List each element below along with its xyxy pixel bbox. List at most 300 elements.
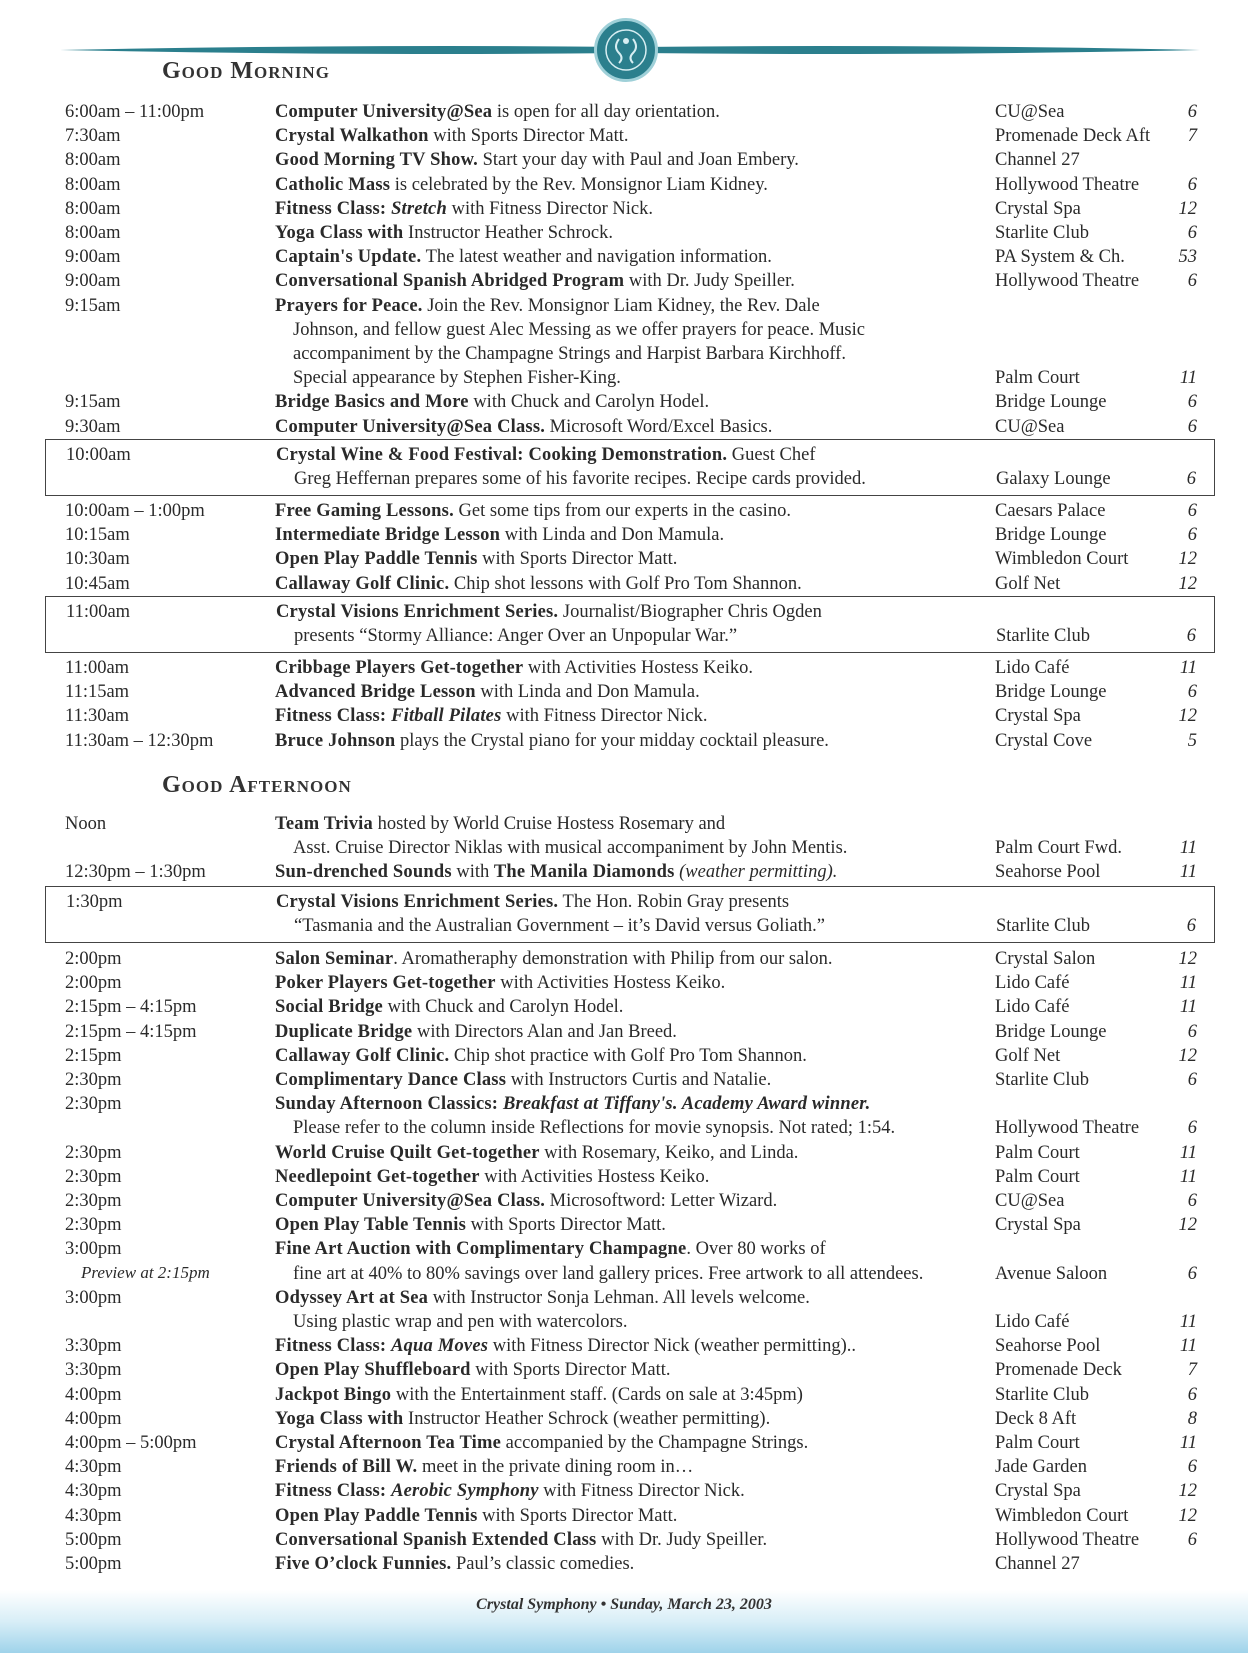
event-location: Palm Court Fwd. <box>995 838 1122 859</box>
event-details-continued: accompaniment by the Champagne Strings and Harpist Barbara Kirchhoff. <box>293 344 846 365</box>
event-description <box>275 1479 975 1503</box>
event-time: 10:30am <box>65 549 130 570</box>
event-title: Crystal Walkathon <box>275 126 429 147</box>
schedule-row <box>45 499 1215 523</box>
event-location: Caesars Palace <box>995 501 1106 521</box>
event-location: Hollywood Theatre <box>995 1529 1140 1550</box>
event-location: Promenade Deck Aft <box>995 126 1151 147</box>
event-time: 9:00am <box>65 247 121 268</box>
event-channel: 6 <box>1187 392 1197 413</box>
event-description <box>276 890 976 938</box>
event-details: The Hon. Robin Gray presents <box>558 892 790 912</box>
event-location: Wimbledon Court <box>995 549 1129 570</box>
event-time: 9:15am <box>65 295 121 316</box>
event-description <box>276 600 976 648</box>
event-channel: 6 <box>1187 525 1197 546</box>
event-description <box>275 1286 975 1334</box>
schedule-row <box>46 890 1214 938</box>
event-title: Open Play Shuffleboard <box>275 1360 471 1381</box>
event-description <box>275 197 975 221</box>
schedule-row <box>45 1383 1215 1407</box>
event-location: Lido Café <box>995 658 1070 678</box>
event-location: Starlite Club <box>995 223 1090 244</box>
event-location: Bridge Lounge <box>995 392 1107 413</box>
event-details: . Aromatheraphy demonstration with Philip from our salon. <box>393 949 833 969</box>
event-location: Bridge Lounge <box>995 525 1107 546</box>
schedule-row <box>45 1068 1215 1092</box>
event-description <box>275 1407 975 1431</box>
event-details: Get some tips from our experts in the casino. <box>453 501 791 521</box>
event-description <box>275 499 975 523</box>
event-channel: 12 <box>1178 1045 1197 1066</box>
event-title: Computer University@Sea <box>275 102 493 122</box>
event-description <box>275 523 975 547</box>
event-performer: The Manila Diamonds <box>493 862 675 883</box>
event-time: 2:30pm <box>65 1191 122 1212</box>
morning-schedule <box>45 100 1215 439</box>
event-description <box>275 860 975 884</box>
event-description <box>275 221 975 245</box>
event-description <box>275 1528 975 1552</box>
event-title-italic: Aerobic Symphony <box>391 1481 539 1502</box>
schedule-row <box>45 1286 1215 1334</box>
event-details: plays the Crystal piano for your midday cocktail pleasure. <box>395 730 829 751</box>
event-channel: 11 <box>1179 1142 1197 1163</box>
event-details-continued: Greg Heffernan prepares some of his favorite recipes. Recipe cards provided. <box>294 469 866 490</box>
event-details: with Directors Alan and Jan Breed. <box>412 1021 677 1042</box>
event-details-continued: Please refer to the column inside Reflections for movie synopsis. Not rated; 1:54. <box>293 1118 896 1139</box>
event-title: Yoga Class with <box>275 1408 404 1429</box>
event-title: Callaway Golf Clinic. <box>275 1045 450 1066</box>
afternoon-schedule-late <box>45 947 1215 1576</box>
event-details: with Sports Director Matt. <box>477 1505 678 1526</box>
event-title: Sunday Afternoon Classics: <box>275 1094 503 1115</box>
event-time: 10:00am – 1:00pm <box>65 501 205 521</box>
event-time: 11:30am – 12:30pm <box>65 730 214 751</box>
event-time: 2:30pm <box>65 1142 122 1163</box>
event-details: with Sports Director Matt. <box>470 1360 671 1381</box>
event-title: Good Morning TV Show. <box>275 150 478 171</box>
event-title: Callaway Golf Clinic. <box>275 573 450 594</box>
event-details: Microsoft Word/Excel Basics. <box>545 416 773 437</box>
event-channel: 12 <box>1178 706 1197 727</box>
event-title: Needlepoint Get-together <box>275 1166 480 1187</box>
event-details: Chip shot practice with Golf Pro Tom Shannon. <box>449 1045 807 1066</box>
event-channel: 6 <box>1186 626 1196 647</box>
event-time: 4:30pm <box>65 1505 122 1526</box>
event-description <box>275 812 975 860</box>
event-channel: 7 <box>1187 126 1197 147</box>
event-location: Palm Court <box>995 1433 1080 1454</box>
event-description <box>275 269 975 293</box>
event-time: 4:00pm <box>65 1408 122 1429</box>
event-channel: 11 <box>1179 862 1197 883</box>
event-location: Palm Court <box>995 368 1080 389</box>
event-channel: 6 <box>1187 1384 1197 1405</box>
event-location: Bridge Lounge <box>995 1021 1107 1042</box>
event-description <box>275 547 975 571</box>
event-time: 9:00am <box>65 271 121 292</box>
schedule-row <box>45 294 1215 391</box>
event-channel: 5 <box>1187 730 1197 751</box>
event-channel: 11 <box>1179 1312 1197 1333</box>
event-description <box>275 1213 975 1237</box>
event-details: with Linda and Don Mamula. <box>475 682 700 703</box>
event-title: World Cruise Quilt Get-together <box>275 1142 540 1163</box>
event-time: 11:15am <box>65 682 130 703</box>
schedule-row <box>45 860 1215 884</box>
event-details: with <box>451 862 494 883</box>
schedule-row <box>45 390 1215 414</box>
event-time: 4:30pm <box>65 1457 122 1478</box>
event-title: Crystal Visions Enrichment Series. <box>276 602 559 622</box>
event-channel: 6 <box>1187 501 1197 521</box>
schedule-row <box>45 971 1215 995</box>
event-channel: 12 <box>1178 573 1197 594</box>
event-description <box>275 415 975 439</box>
event-time: 3:30pm <box>65 1360 122 1381</box>
schedule-row <box>45 1552 1215 1576</box>
schedule-row <box>45 729 1215 753</box>
event-details: with Dr. Judy Speiller. <box>624 271 795 292</box>
schedule-row <box>46 443 1214 491</box>
event-channel: 12 <box>1178 1505 1197 1526</box>
event-title: Team Trivia <box>275 814 373 834</box>
schedule-row <box>45 1044 1215 1068</box>
event-description <box>275 572 975 596</box>
event-time: 11:00am <box>66 602 131 622</box>
event-details-continued: Special appearance by Stephen Fisher-King. <box>293 368 621 389</box>
event-location: PA System & Ch. <box>995 247 1125 268</box>
event-channel: 12 <box>1178 949 1197 969</box>
event-title: Yoga Class with <box>275 223 404 244</box>
event-time: 11:00am <box>65 658 130 678</box>
event-note: (weather permitting). <box>674 862 838 883</box>
event-details: Guest Chef <box>727 445 816 465</box>
event-location: Golf Net <box>995 1045 1061 1066</box>
event-title: Open Play Paddle Tennis <box>275 549 478 570</box>
event-location: Hollywood Theatre <box>995 174 1140 195</box>
event-description <box>275 1068 975 1092</box>
event-details: . Over 80 works of <box>686 1239 826 1260</box>
schedule-row <box>45 547 1215 571</box>
event-description <box>275 680 975 704</box>
event-time: 9:30am <box>65 416 121 437</box>
event-time: 1:30pm <box>66 892 123 912</box>
schedule-row <box>45 572 1215 596</box>
event-channel: 7 <box>1187 1360 1197 1381</box>
schedule-row <box>45 269 1215 293</box>
event-time: 5:00pm <box>65 1554 122 1575</box>
event-location: Seahorse Pool <box>995 862 1101 883</box>
event-location: Deck 8 Aft <box>995 1408 1077 1429</box>
event-time: 8:00am <box>65 174 121 195</box>
event-description <box>275 294 975 391</box>
event-description <box>275 1334 975 1358</box>
seahorse-emblem-icon <box>594 18 658 82</box>
event-time: 2:15pm – 4:15pm <box>65 997 197 1018</box>
event-description <box>275 1552 975 1576</box>
event-time: 2:30pm <box>65 1215 122 1236</box>
event-time: 4:30pm <box>65 1481 122 1502</box>
event-title: Salon Seminar <box>275 949 394 969</box>
event-location: Jade Garden <box>995 1457 1087 1478</box>
event-title: Free Gaming Lessons. <box>275 501 454 521</box>
event-details: with Activities Hostess Keiko. <box>523 658 753 678</box>
event-channel: 6 <box>1187 271 1197 292</box>
schedule-row <box>45 221 1215 245</box>
event-title: Fitness Class: <box>275 706 392 727</box>
event-title: Sun-drenched Sounds <box>275 862 452 883</box>
event-details: with Linda and Don Mamula. <box>500 525 725 546</box>
event-details: Paul’s classic comedies. <box>451 1554 635 1575</box>
event-details: with Dr. Judy Speiller. <box>596 1529 768 1550</box>
event-channel: 6 <box>1186 469 1196 490</box>
event-details-continued: presents “Stormy Alliance: Anger Over an Unpopular War.” <box>294 626 738 647</box>
event-title: Social Bridge <box>275 997 383 1018</box>
event-title: Fine Art Auction with Complimentary Champagne <box>275 1239 687 1260</box>
event-time: 11:30am <box>65 706 130 727</box>
event-time: 2:00pm <box>65 973 122 994</box>
event-time: 3:00pm <box>65 1287 122 1308</box>
event-details: with Fitness Director Nick. <box>501 706 708 727</box>
event-details: Start your day with Paul and Joan Embery. <box>477 150 799 171</box>
event-location: Crystal Spa <box>995 198 1081 219</box>
event-title: Open Play Table Tennis <box>275 1215 467 1236</box>
event-channel: 6 <box>1187 1529 1197 1550</box>
event-description <box>275 995 975 1019</box>
morning-section-title: Good Morning <box>162 58 330 84</box>
event-details: Instructor Heather Schrock (weather permitting). <box>403 1408 771 1429</box>
event-details: with Rosemary, Keiko, and Linda. <box>539 1142 799 1163</box>
schedule-row <box>45 523 1215 547</box>
event-details: with Sports Director Matt. <box>477 549 678 570</box>
schedule-row <box>45 415 1215 439</box>
afternoon-schedule <box>45 812 1215 885</box>
event-time: 2:15pm – 4:15pm <box>65 1021 197 1042</box>
event-description <box>275 173 975 197</box>
event-location: CU@Sea <box>995 416 1065 437</box>
event-location: Channel 27 <box>995 150 1080 171</box>
event-location: Wimbledon Court <box>995 1505 1129 1526</box>
schedule-row <box>45 812 1215 860</box>
event-details-continued: fine art at 40% to 80% savings over land gallery prices. Free artwork to all attendees. <box>293 1263 924 1284</box>
event-title: Poker Players Get-together <box>275 973 496 994</box>
event-title: Odyssey Art at Sea <box>275 1287 429 1308</box>
event-details: is celebrated by the Rev. Monsignor Liam Kidney. <box>390 174 768 195</box>
event-title: Computer University@Sea Class. <box>275 416 546 437</box>
event-title-italic: Breakfast at Tiffany's. Academy Award winner. <box>502 1094 871 1115</box>
event-location: Starlite Club <box>996 626 1091 647</box>
event-title: Catholic Mass <box>275 174 391 195</box>
schedule-row <box>45 1213 1215 1237</box>
schedule-row <box>45 1334 1215 1358</box>
schedule-row <box>45 1165 1215 1189</box>
event-location: Crystal Cove <box>995 730 1093 751</box>
schedule-row <box>45 197 1215 221</box>
event-channel: 11 <box>1179 1336 1197 1357</box>
event-time: 8:00am <box>65 150 121 171</box>
event-title: Advanced Bridge Lesson <box>275 682 476 703</box>
event-description <box>275 1189 975 1213</box>
event-channel: 6 <box>1187 223 1197 244</box>
event-title: Prayers for Peace. <box>275 295 423 316</box>
event-details-continued: “Tasmania and the Australian Government – it’s David versus Goliath.” <box>294 916 825 937</box>
event-title: Cribbage Players Get-together <box>275 658 524 678</box>
event-description <box>275 1044 975 1068</box>
event-title: Crystal Wine & Food Festival: Cooking Demonstration. <box>276 445 728 465</box>
event-time: 10:15am <box>65 525 130 546</box>
event-details: The latest weather and navigation information. <box>421 247 772 268</box>
event-title: Computer University@Sea Class. <box>275 1191 546 1212</box>
event-title: Captain's Update. <box>275 247 422 268</box>
event-time: 12:30pm – 1:30pm <box>65 862 206 883</box>
event-channel: 6 <box>1187 682 1197 703</box>
event-title: Crystal Afternoon Tea Time <box>275 1433 502 1454</box>
event-location: Starlite Club <box>995 1070 1090 1091</box>
event-location: Starlite Club <box>996 916 1091 937</box>
event-details: Journalist/Biographer Chris Ogden <box>558 602 822 622</box>
event-channel: 12 <box>1178 1215 1197 1236</box>
event-location: Galaxy Lounge <box>996 469 1111 490</box>
event-channel: 53 <box>1178 247 1197 268</box>
event-description <box>275 1358 975 1382</box>
event-details: with Fitness Director Nick. <box>538 1481 745 1502</box>
event-channel: 11 <box>1179 1166 1197 1187</box>
event-details-continued: Asst. Cruise Director Niklas with musical accompaniment by John Mentis. <box>293 838 848 859</box>
event-description <box>275 100 975 124</box>
event-details: is open for all day orientation. <box>492 102 720 122</box>
event-details: with Fitness Director Nick (weather permitting).. <box>488 1336 856 1357</box>
event-location: Palm Court <box>995 1142 1080 1163</box>
event-time: 9:15am <box>65 392 121 413</box>
highlight-box-enrichment-afternoon <box>45 886 1215 943</box>
event-channel: 6 <box>1187 1263 1197 1284</box>
schedule-row <box>45 1479 1215 1503</box>
event-title-italic: Stretch <box>391 198 447 219</box>
event-channel: 11 <box>1179 973 1197 994</box>
event-description <box>275 1141 975 1165</box>
event-channel: 6 <box>1187 1457 1197 1478</box>
event-time: 3:30pm <box>65 1336 122 1357</box>
event-description <box>275 245 975 269</box>
event-channel: 11 <box>1179 997 1197 1018</box>
event-location: Crystal Spa <box>995 1215 1081 1236</box>
event-description <box>275 124 975 148</box>
schedule-row <box>45 1092 1215 1140</box>
event-channel: 11 <box>1179 368 1197 389</box>
event-description <box>275 390 975 414</box>
schedule-row <box>45 173 1215 197</box>
event-time: 10:45am <box>65 573 130 594</box>
event-details: Microsoftword: Letter Wizard. <box>545 1191 778 1212</box>
event-channel: 12 <box>1178 549 1197 570</box>
event-time: 8:00am <box>65 223 121 244</box>
event-title: Open Play Paddle Tennis <box>275 1505 478 1526</box>
event-location: CU@Sea <box>995 102 1065 122</box>
event-details: Join the Rev. Monsignor Liam Kidney, the Rev. Dale <box>422 295 820 316</box>
event-time: 2:30pm <box>65 1070 122 1091</box>
event-location: Starlite Club <box>995 1384 1090 1405</box>
event-details-continued: Johnson, and fellow guest Alec Messing as we offer prayers for peace. Music <box>293 319 865 340</box>
event-location: Lido Café <box>995 997 1070 1018</box>
event-time: 5:00pm <box>65 1529 122 1550</box>
event-title: Complimentary Dance Class <box>275 1070 507 1091</box>
event-description <box>276 443 976 491</box>
schedule-row <box>46 600 1214 648</box>
event-title: Crystal Visions Enrichment Series. <box>276 892 559 912</box>
schedule-row <box>45 245 1215 269</box>
schedule-row <box>45 1189 1215 1213</box>
schedule-row <box>45 1431 1215 1455</box>
event-title: Bridge Basics and More <box>275 392 469 413</box>
event-description <box>275 947 975 971</box>
event-channel: 11 <box>1179 658 1197 678</box>
event-details: with Activities Hostess Keiko. <box>495 973 726 994</box>
event-details-continued: Using plastic wrap and pen with watercolors. <box>293 1312 628 1333</box>
event-title: Five O’clock Funnies. <box>275 1554 452 1575</box>
event-time: 6:00am – 11:00pm <box>65 102 205 122</box>
event-description <box>275 148 975 172</box>
event-location: Bridge Lounge <box>995 682 1107 703</box>
schedule-row <box>45 680 1215 704</box>
schedule-row <box>45 1358 1215 1382</box>
event-channel: 12 <box>1178 198 1197 219</box>
event-description <box>275 1165 975 1189</box>
event-title: Fitness Class: <box>275 1481 392 1502</box>
event-time: 2:30pm <box>65 1094 122 1115</box>
schedule-row <box>45 124 1215 148</box>
event-time: 4:00pm <box>65 1384 122 1405</box>
event-location: Channel 27 <box>995 1554 1080 1575</box>
event-time: 2:30pm <box>65 1166 122 1187</box>
event-channel: 6 <box>1187 1191 1197 1212</box>
morning-schedule-noon <box>45 656 1215 753</box>
event-title: Bruce Johnson <box>275 730 396 751</box>
event-channel: 6 <box>1187 416 1197 437</box>
event-details: Instructor Heather Schrock. <box>403 223 614 244</box>
event-time: 3:00pm <box>65 1239 122 1260</box>
event-description <box>275 729 975 753</box>
event-location: Crystal Spa <box>995 706 1081 727</box>
event-location: Lido Café <box>995 1312 1070 1333</box>
event-title: Friends of Bill W. <box>275 1457 418 1478</box>
afternoon-section-title: Good Afternoon <box>162 772 352 798</box>
event-description <box>275 704 975 728</box>
event-channel: 11 <box>1179 838 1197 859</box>
event-details: with Instructors Curtis and Natalie. <box>506 1070 772 1091</box>
event-location: CU@Sea <box>995 1191 1065 1212</box>
event-title: Intermediate Bridge Lesson <box>275 525 501 546</box>
event-title: Duplicate Bridge <box>275 1021 413 1042</box>
event-description <box>275 1092 975 1140</box>
event-channel: 6 <box>1187 102 1197 122</box>
event-details: with Chuck and Carolyn Hodel. <box>382 997 624 1018</box>
morning-schedule-late <box>45 499 1215 596</box>
highlight-box-enrichment-series <box>45 596 1215 653</box>
event-time: 10:00am <box>66 445 131 465</box>
schedule-row <box>45 995 1215 1019</box>
schedule-row <box>45 947 1215 971</box>
event-channel: 6 <box>1187 1070 1197 1091</box>
schedule-row <box>45 1237 1215 1285</box>
event-location: Palm Court <box>995 1166 1080 1187</box>
event-channel: 6 <box>1187 1021 1197 1042</box>
event-details: with Fitness Director Nick. <box>446 198 653 219</box>
event-channel: 12 <box>1178 1481 1197 1502</box>
event-details: with Chuck and Carolyn Hodel. <box>468 392 710 413</box>
event-details: with Sports Director Matt. <box>466 1215 666 1236</box>
